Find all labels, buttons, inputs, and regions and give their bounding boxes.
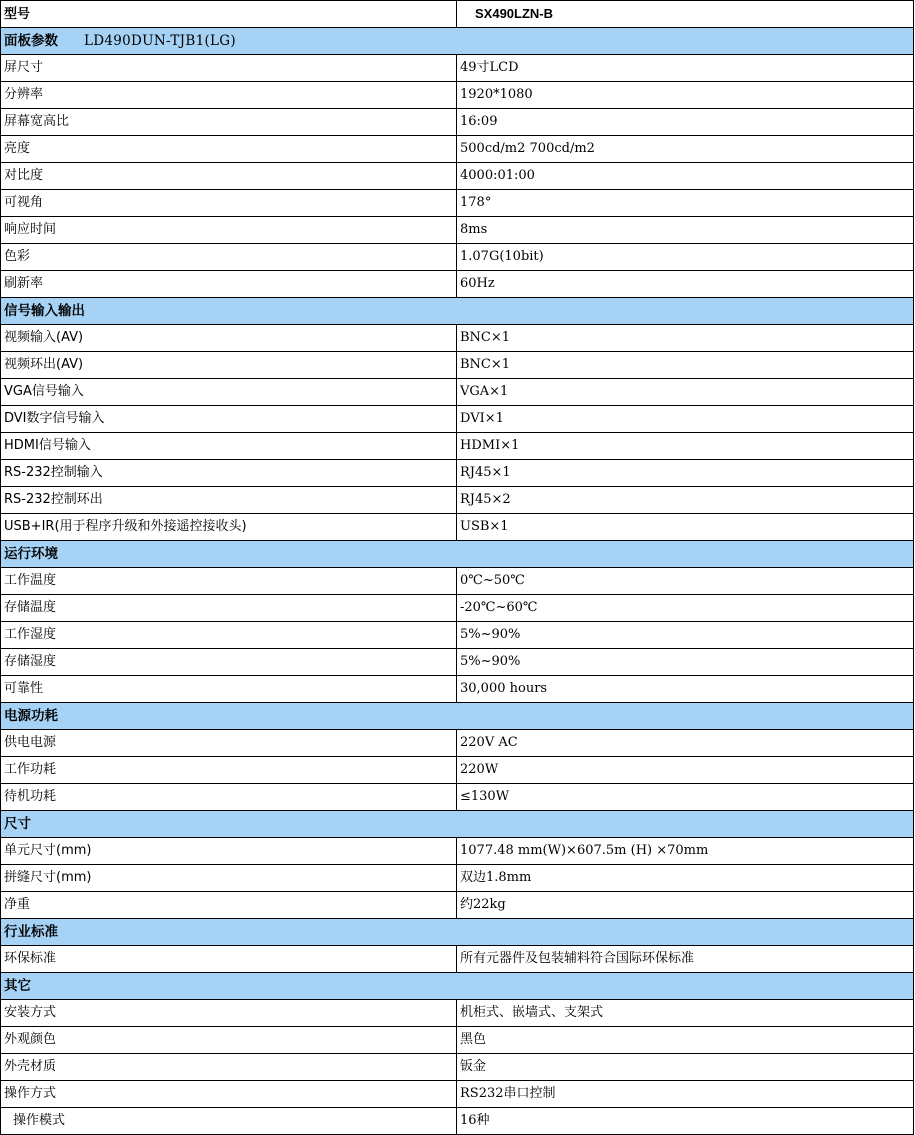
spec-value: 0℃~50℃: [457, 568, 914, 595]
spec-value: 5%~90%: [457, 649, 914, 676]
spec-row: [1, 190, 914, 217]
spec-row: [1, 676, 914, 703]
spec-value: BNC×1: [457, 325, 914, 352]
spec-row: [1, 82, 914, 109]
spec-row: [1, 514, 914, 541]
spec-value: 约22kg: [457, 892, 914, 919]
spec-value: ≤130W: [457, 784, 914, 811]
spec-value: 220W: [457, 757, 914, 784]
section-environment: [1, 541, 914, 568]
section-title: 信号输入输出: [1, 298, 914, 325]
spec-row: [1, 568, 914, 595]
model-label: 型号: [1, 1, 457, 28]
spec-row: [1, 784, 914, 811]
spec-row: [1, 244, 914, 271]
spec-value: -20℃~60℃: [457, 595, 914, 622]
spec-row: [1, 406, 914, 433]
spec-label: 拼缝尺寸(mm): [1, 865, 457, 892]
spec-value: 16种: [457, 1108, 914, 1135]
spec-value: RJ45×1: [457, 460, 914, 487]
spec-row: [1, 352, 914, 379]
spec-label: HDMI信号输入: [1, 433, 457, 460]
spec-value: 1.07G(10bit): [457, 244, 914, 271]
spec-value: 黑色: [457, 1027, 914, 1054]
spec-row: [1, 1027, 914, 1054]
spec-value: 30,000 hours: [457, 676, 914, 703]
model-value: SX490LZN-B: [457, 1, 914, 28]
spec-label: VGA信号输入: [1, 379, 457, 406]
spec-label: 刷新率: [1, 271, 457, 298]
section-other: [1, 973, 914, 1000]
spec-value: RS232串口控制: [457, 1081, 914, 1108]
spec-row: [1, 136, 914, 163]
spec-row: [1, 487, 914, 514]
spec-row: [1, 433, 914, 460]
section-title: 面板参数: [4, 33, 58, 49]
spec-row: [1, 163, 914, 190]
spec-label: 可靠性: [1, 676, 457, 703]
spec-row: [1, 838, 914, 865]
spec-value: 钣金: [457, 1054, 914, 1081]
spec-row: [1, 865, 914, 892]
spec-row: [1, 325, 914, 352]
spec-label: 存储湿度: [1, 649, 457, 676]
spec-value: BNC×1: [457, 352, 914, 379]
spec-value: 所有元器件及包装辅料符合国际环保标准: [457, 946, 914, 973]
section-title: 电源功耗: [1, 703, 914, 730]
section-panel: [1, 28, 914, 55]
spec-label: 工作温度: [1, 568, 457, 595]
spec-label: 待机功耗: [1, 784, 457, 811]
spec-value: 1077.48 mm(W)×607.5m (H) ×70mm: [457, 838, 914, 865]
section-size: [1, 811, 914, 838]
spec-row: [1, 946, 914, 973]
spec-label: 视频输入(AV): [1, 325, 457, 352]
spec-label: 安装方式: [1, 1000, 457, 1027]
spec-value: RJ45×2: [457, 487, 914, 514]
spec-value: 4000:01:00: [457, 163, 914, 190]
spec-label: 屏尺寸: [1, 55, 457, 82]
section-header: [1, 28, 914, 55]
section-title: 尺寸: [1, 811, 914, 838]
spec-value: 500cd/m2 700cd/m2: [457, 136, 914, 163]
spec-row: [1, 757, 914, 784]
spec-value: 双边1.8mm: [457, 865, 914, 892]
spec-label: 存储温度: [1, 595, 457, 622]
spec-label: 色彩: [1, 244, 457, 271]
spec-label: 净重: [1, 892, 457, 919]
spec-label: 响应时间: [1, 217, 457, 244]
spec-label: USB+IR(用于程序升级和外接遥控接收头): [1, 514, 457, 541]
spec-value: VGA×1: [457, 379, 914, 406]
spec-value: 60Hz: [457, 271, 914, 298]
spec-label: 可视角: [1, 190, 457, 217]
spec-label: 亮度: [1, 136, 457, 163]
spec-row: [1, 460, 914, 487]
spec-value: 1920*1080: [457, 82, 914, 109]
spec-label: 对比度: [1, 163, 457, 190]
spec-label: 操作方式: [1, 1081, 457, 1108]
spec-row: [1, 217, 914, 244]
spec-label: 外壳材质: [1, 1054, 457, 1081]
spec-row: [1, 109, 914, 136]
spec-row: [1, 1000, 914, 1027]
spec-value: 机柜式、嵌墙式、支架式: [457, 1000, 914, 1027]
spec-row: [1, 1081, 914, 1108]
panel-model-number: LD490DUN-TJB1(LG): [84, 33, 236, 49]
spec-value: DVI×1: [457, 406, 914, 433]
spec-row: [1, 622, 914, 649]
spec-value: 178°: [457, 190, 914, 217]
section-standard: [1, 919, 914, 946]
spec-label: DVI数字信号输入: [1, 406, 457, 433]
section-title: 其它: [1, 973, 914, 1000]
spec-label: 单元尺寸(mm): [1, 838, 457, 865]
spec-value: 220V AC: [457, 730, 914, 757]
spec-value: 49寸LCD: [457, 55, 914, 82]
spec-label: 供电电源: [1, 730, 457, 757]
spec-value: 16:09: [457, 109, 914, 136]
spec-label: 屏幕宽高比: [1, 109, 457, 136]
spec-row: [1, 1054, 914, 1081]
spec-row: [1, 730, 914, 757]
section-title: 运行环境: [1, 541, 914, 568]
spec-row: [1, 595, 914, 622]
model-row: [1, 1, 914, 28]
spec-row: [1, 649, 914, 676]
spec-label: 环保标准: [1, 946, 457, 973]
spec-label: 分辨率: [1, 82, 457, 109]
spec-row: [1, 892, 914, 919]
spec-label: 工作湿度: [1, 622, 457, 649]
spec-row: [1, 379, 914, 406]
spec-label: RS-232控制环出: [1, 487, 457, 514]
spec-label: 操作模式: [1, 1108, 457, 1135]
spec-label: 工作功耗: [1, 757, 457, 784]
spec-value: USB×1: [457, 514, 914, 541]
spec-label: 外观颜色: [1, 1027, 457, 1054]
spec-value: 8ms: [457, 217, 914, 244]
spec-row: [1, 55, 914, 82]
section-signal: [1, 298, 914, 325]
spec-value: HDMI×1: [457, 433, 914, 460]
section-title: 行业标准: [1, 919, 914, 946]
spec-label: RS-232控制输入: [1, 460, 457, 487]
spec-value: 5%~90%: [457, 622, 914, 649]
spec-row: [1, 271, 914, 298]
spec-label: 视频环出(AV): [1, 352, 457, 379]
section-power: [1, 703, 914, 730]
spec-row: [1, 1108, 914, 1135]
